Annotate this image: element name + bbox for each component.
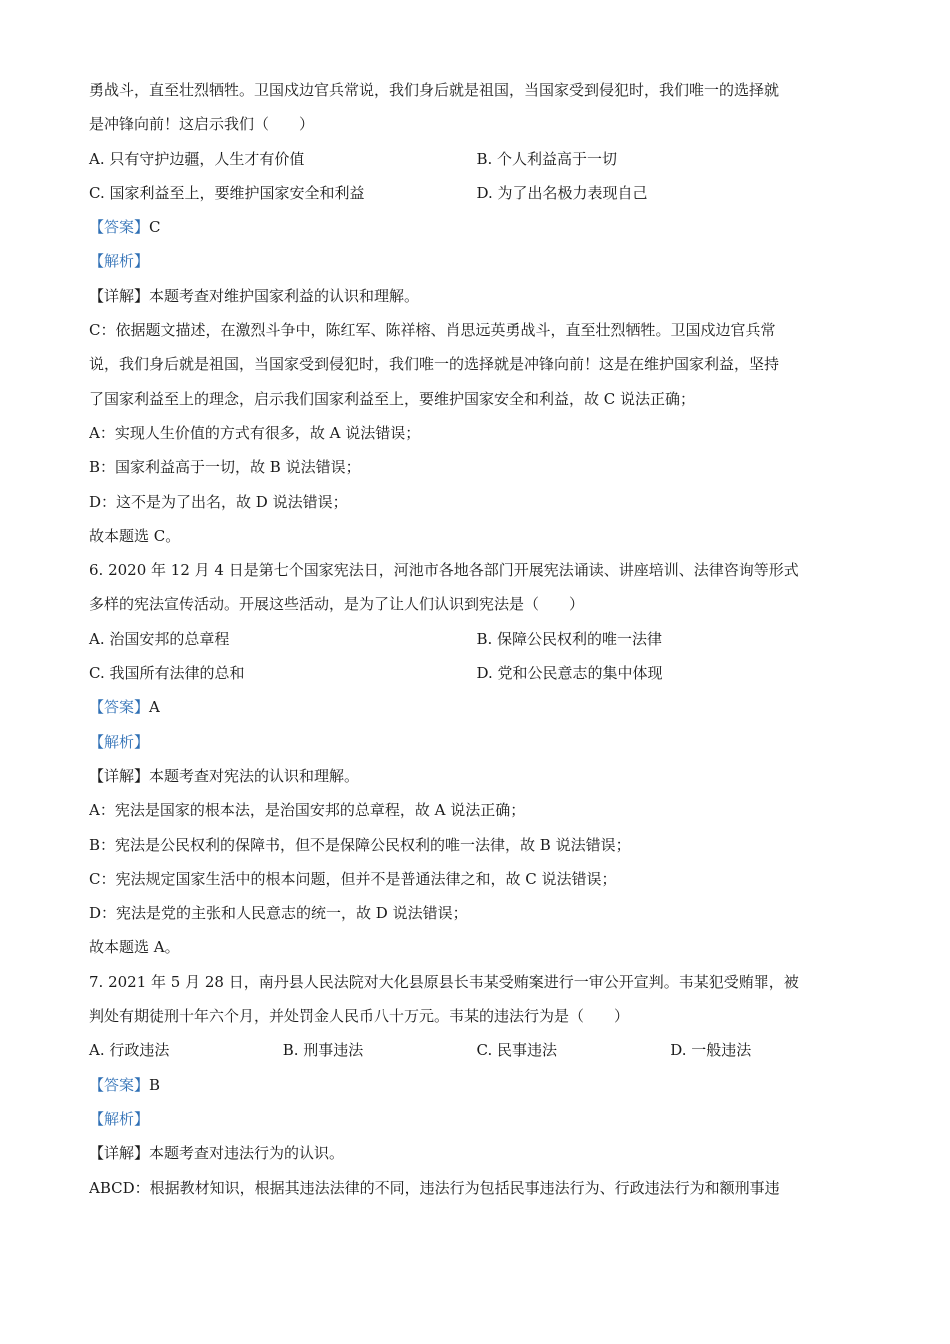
q5-options-row-2	[89, 176, 864, 210]
q5-answer	[89, 210, 864, 244]
q7-stem-line-1: 7. 2021 年 5 月 28 日，南丹县人民法院对大化县原县长韦某受贿案进行一审公开宣判。韦某犯受贿罪，被	[89, 972, 799, 991]
q6-stem-line-2: 多样的宪法宣传活动。开展这些活动，是为了让人们认识到宪法是（ ）	[89, 595, 585, 614]
q6-options-row-2	[89, 656, 864, 690]
q6-option-a: A. 治国安邦的总章程	[89, 629, 230, 648]
detail-tag: 【详解】	[89, 1144, 150, 1163]
q5-explanation-line: 说，我们身后就是祖国，当国家受到侵犯时，我们唯一的选择就是冲锋向前！这是在维护国家利益，坚持	[89, 355, 780, 374]
answer-value: B	[149, 1075, 161, 1094]
q7-stem-line-2: 判处有期徒刑十年六个月，并处罚金人民币八十万元。韦某的违法行为是（ ）	[89, 1007, 630, 1026]
q6-stem-line-1: 6. 2020 年 12 月 4 日是第七个国家宪法日，河池市各地各部门开展宪法诵读、讲座培训、法律咨询等形式	[89, 561, 799, 580]
q5-option-c: C. 国家利益至上，要维护国家安全和利益	[89, 183, 365, 202]
q6-option-c: C. 我国所有法律的总和	[89, 664, 245, 683]
q7-options-row	[89, 1033, 864, 1067]
q7-detail	[89, 1136, 864, 1170]
q5-options-row-1	[89, 142, 864, 176]
q5-explanation-line: 了国家利益至上的理念，启示我们国家利益至上，要维护国家安全和利益，故 C 说法正确；	[89, 389, 696, 408]
q7-option-a: A. 行政违法	[89, 1041, 170, 1060]
q7-option-d: D. 一般违法	[670, 1041, 752, 1060]
q6-detail	[89, 759, 864, 793]
q5-option-a: A. 只有守护边疆，人生才有价值	[89, 149, 305, 168]
detail-text: 本题考查对维护国家利益的认识和理解。	[149, 286, 420, 305]
q6-analysis	[89, 725, 864, 759]
detail-text: 本题考查对违法行为的认识。	[149, 1144, 345, 1163]
detail-text: 本题考查对宪法的认识和理解。	[149, 766, 360, 785]
q6-option-b: B. 保障公民权利的唯一法律	[476, 629, 663, 648]
q7-explanation-line: ABCD：根据教材知识，根据其违法法律的不同，违法行为包括民事违法行为、行政违法行为和额刑事违	[89, 1178, 780, 1197]
q7-answer	[89, 1068, 864, 1102]
q5-stem-line-1: 勇战斗，直至壮烈牺牲。卫国戍边官兵常说，我们身后就是祖国，当国家受到侵犯时，我们唯一的选择就	[89, 81, 780, 99]
q7-option-c: C. 民事违法	[476, 1041, 557, 1060]
analysis-tag: 【解析】	[89, 1109, 150, 1128]
answer-tag: 【答案】	[89, 1075, 150, 1094]
q6-explanation-line: C：宪法规定国家生活中的根本问题，但并不是普通法律之和，故 C 说法错误；	[89, 869, 617, 888]
detail-tag: 【详解】	[89, 286, 150, 305]
q5-explanation-line: D：这不是为了出名，故 D 说法错误；	[89, 492, 348, 511]
answer-value: C	[149, 218, 161, 237]
q5-explanation-line: B：国家利益高于一切，故 B 说法错误；	[89, 458, 361, 477]
detail-tag: 【详解】	[89, 766, 150, 785]
q7-option-b: B. 刑事违法	[282, 1041, 364, 1060]
q6-options-row-1	[89, 622, 864, 656]
answer-value: A	[149, 698, 160, 717]
q5-explanation-line: A：实现人生价值的方式有很多，故 A 说法错误；	[89, 423, 421, 442]
q5-stem-line-2: 是冲锋向前！这启示我们（ ）	[89, 115, 315, 134]
q6-explanation-line: A：宪法是国家的根本法，是治国安邦的总章程，故 A 说法正确；	[89, 801, 526, 820]
document-page	[89, 73, 864, 1205]
q5-detail	[89, 279, 864, 313]
q6-answer	[89, 690, 864, 724]
answer-tag: 【答案】	[89, 218, 150, 237]
analysis-tag: 【解析】	[89, 732, 150, 751]
q5-explanation-line: C：依据题文描述，在激烈斗争中，陈红军、陈祥榕、肖思远英勇战斗，直至壮烈牺牲。卫国戍边官兵常	[89, 321, 776, 340]
q7-analysis	[89, 1102, 864, 1136]
answer-tag: 【答案】	[89, 698, 150, 717]
q6-explanation-line: D：宪法是党的主张和人民意志的统一，故 D 说法错误；	[89, 904, 468, 923]
q6-explanation-line: B：宪法是公民权利的保障书，但不是保障公民权利的唯一法律，故 B 说法错误；	[89, 835, 631, 854]
q5-conclusion: 故本题选 C。	[89, 526, 181, 545]
q6-conclusion: 故本题选 A。	[89, 938, 180, 957]
q5-analysis	[89, 244, 864, 278]
q5-option-d: D. 为了出名极力表现自己	[476, 183, 648, 202]
analysis-tag: 【解析】	[89, 252, 150, 271]
q5-option-b: B. 个人利益高于一切	[476, 149, 618, 168]
q6-option-d: D. 党和公民意志的集中体现	[476, 664, 663, 683]
